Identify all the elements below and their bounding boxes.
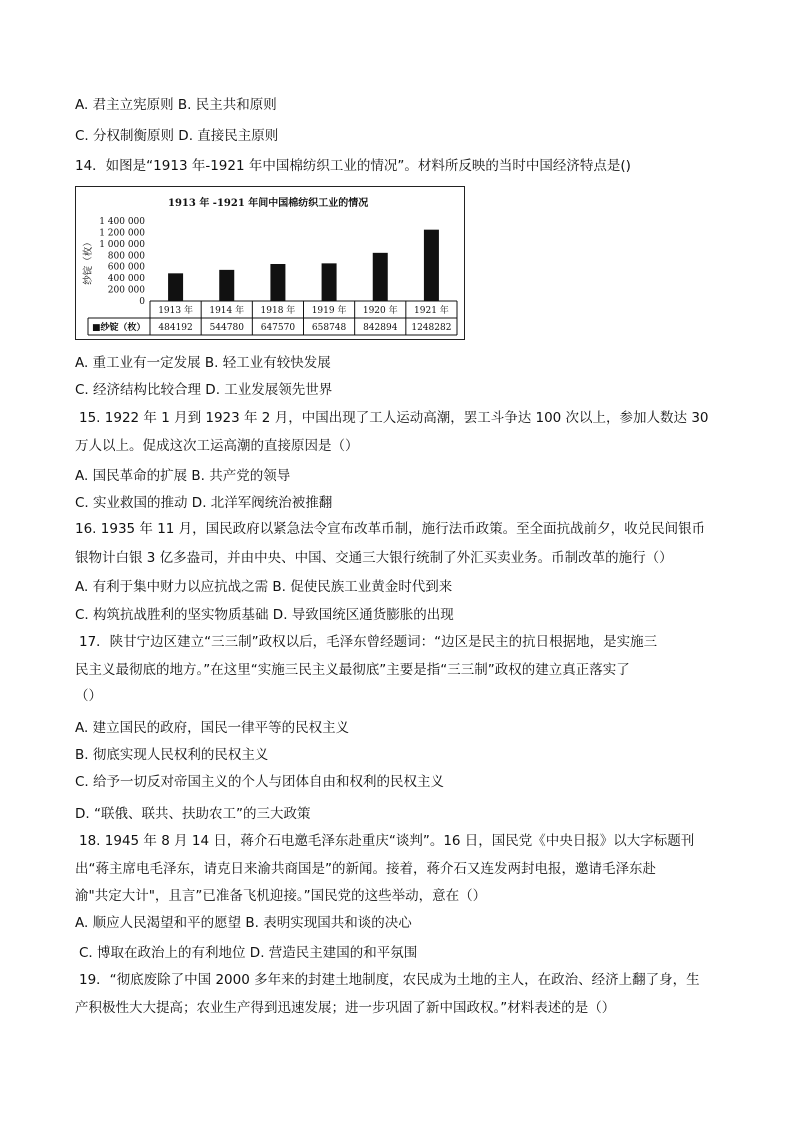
q17-option-c: C. 给予一切反对帝国主义的个人与团体自由和权利的民权主义	[75, 774, 445, 790]
q18-stem-line-2: 出“蒋主席电毛泽东，请克日来渝共商国是”的新闻。接着，蒋介石又连发两封电报，邀请毛泽东赴	[75, 861, 656, 877]
q17-stem-line-1: 17．陕甘宁边区建立“三三制”政权以后，毛泽东曾经题词：“边区是民主的抗日根据地，是实施三	[79, 634, 658, 650]
bar	[219, 270, 234, 301]
q17-option-d: D. “联俄、联共、扶助农工”的三大政策	[75, 806, 311, 822]
q18-options-ab: A. 顺应人民渴望和平的愿望 B. 表明实现国共和谈的决心	[75, 915, 412, 931]
x-tick-label: 1918 年	[260, 306, 296, 316]
bar	[373, 253, 388, 301]
y-tick-label: 1 000 000	[99, 239, 145, 250]
y-tick-label: 0	[139, 297, 145, 307]
y-tick-label: 1 400 000	[99, 217, 145, 227]
q15-stem-line-1: 15. 1922 年 1 月到 1923 年 2 月，中国出现了工人运动高潮，罢工斗争达 100 次以上，参加人数达 30	[79, 410, 709, 426]
x-tick-label: 1920 年	[362, 306, 398, 316]
q14-options-cd: C. 经济结构比较合理 D. 工业发展领先世界	[75, 382, 333, 398]
q19-stem-line-2: 产积极性大大提高；农业生产得到迅速发展；进一步巩固了新中国政权。”材料表述的是（）	[75, 1000, 616, 1016]
x-tick-label: 1921 年	[414, 306, 449, 316]
q18-stem-line-1: 18. 1945 年 8 月 14 日，蒋介石电邀毛泽东赴重庆“谈判”。16 日，国民党《中央日报》以大字标题刊	[79, 833, 695, 849]
q16-options-ab: A. 有利于集中财力以应抗战之需 B. 促使民族工业黄金时代到来	[75, 579, 453, 595]
data-value-label: 647570	[260, 323, 296, 333]
q18-options-cd: C. 博取在政治上的有利地位 D. 营造民主建国的和平氛围	[79, 945, 418, 961]
bar	[322, 263, 337, 301]
q15-options-ab: A. 国民革命的扩展 B. 共产党的领导	[75, 468, 291, 484]
q19-stem-line-1: 19．“彻底废除了中国 2000 多年来的封建土地制度，农民成为土地的主人，在政治、经济上翻了身，生	[79, 972, 700, 988]
q14-stem: 14．如图是“1913 年-1921 年中国棉纺织工业的情况”。材料所反映的当时中国经济特点是()	[75, 158, 631, 174]
data-value-label: 842894	[363, 323, 398, 333]
x-tick-label: 1919 年	[311, 306, 347, 316]
table-series-label: ■纱锭（枚）	[92, 323, 146, 333]
bar	[168, 273, 183, 301]
x-tick-label: 1913 年	[158, 306, 193, 316]
q16-stem-line-2: 银物计白银 3 亿多盎司，并由中央、中国、交通三大银行统制了外汇买卖业务。币制改革的施行（）	[75, 550, 673, 566]
q15-options-cd: C. 实业救国的推动 D. 北洋军阀统治被推翻	[75, 495, 333, 511]
q17-stem-line-2: 民主义最彻底的地方。”在这里“实施三民主义最彻底”主要是指“三三制”政权的建立真正落实了	[75, 662, 630, 678]
data-value-label: 484192	[158, 323, 193, 333]
cotton-industry-chart	[75, 186, 465, 340]
q17-option-b: B. 彻底实现人民权利的民权主义	[75, 747, 269, 763]
y-tick-label: 800 000	[107, 251, 145, 262]
x-tick-label: 1914 年	[209, 306, 245, 316]
y-tick-label: 200 000	[107, 285, 145, 296]
q13-options-ab: A. 君主立宪原则 B. 民主共和原则	[75, 97, 277, 113]
bar	[270, 264, 285, 301]
q16-stem-line-1: 16. 1935 年 11 月，国民政府以紧急法令宣布改革币制，施行法币政策。至全面抗战前夕，收兑民间银币	[75, 521, 706, 537]
y-tick-label: 400 000	[107, 274, 145, 285]
y-tick-label: 1 200 000	[99, 228, 145, 239]
bar	[424, 230, 439, 301]
q15-stem-line-2: 万人以上。促成这次工运高潮的直接原因是（）	[75, 438, 359, 454]
data-value-label: 544780	[209, 323, 244, 333]
y-axis-label: 纱锭（枚）	[83, 237, 94, 285]
q17-option-a: A. 建立国民的政府，国民一律平等的民权主义	[75, 720, 350, 736]
q13-options-cd: C. 分权制衡原则 D. 直接民主原则	[75, 128, 279, 144]
chart-title: 1913 年 -1921 年间中国棉纺织工业的情况	[168, 198, 369, 209]
q17-stem-line-3: （）	[75, 688, 102, 704]
y-tick-label: 600 000	[107, 262, 145, 273]
q18-stem-line-3: 渝"共定大计"，且言”已准备飞机迎接。”国民党的这些举动，意在（）	[75, 888, 487, 904]
q14-options-ab: A. 重工业有一定发展 B. 轻工业有较快发展	[75, 355, 331, 371]
q16-options-cd: C. 构筑抗战胜利的坚实物质基础 D. 导致国统区通货膨胀的出现	[75, 607, 454, 623]
data-value-label: 658748	[311, 323, 347, 333]
data-value-label: 1248282	[411, 323, 452, 333]
chart-svg	[76, 187, 464, 339]
